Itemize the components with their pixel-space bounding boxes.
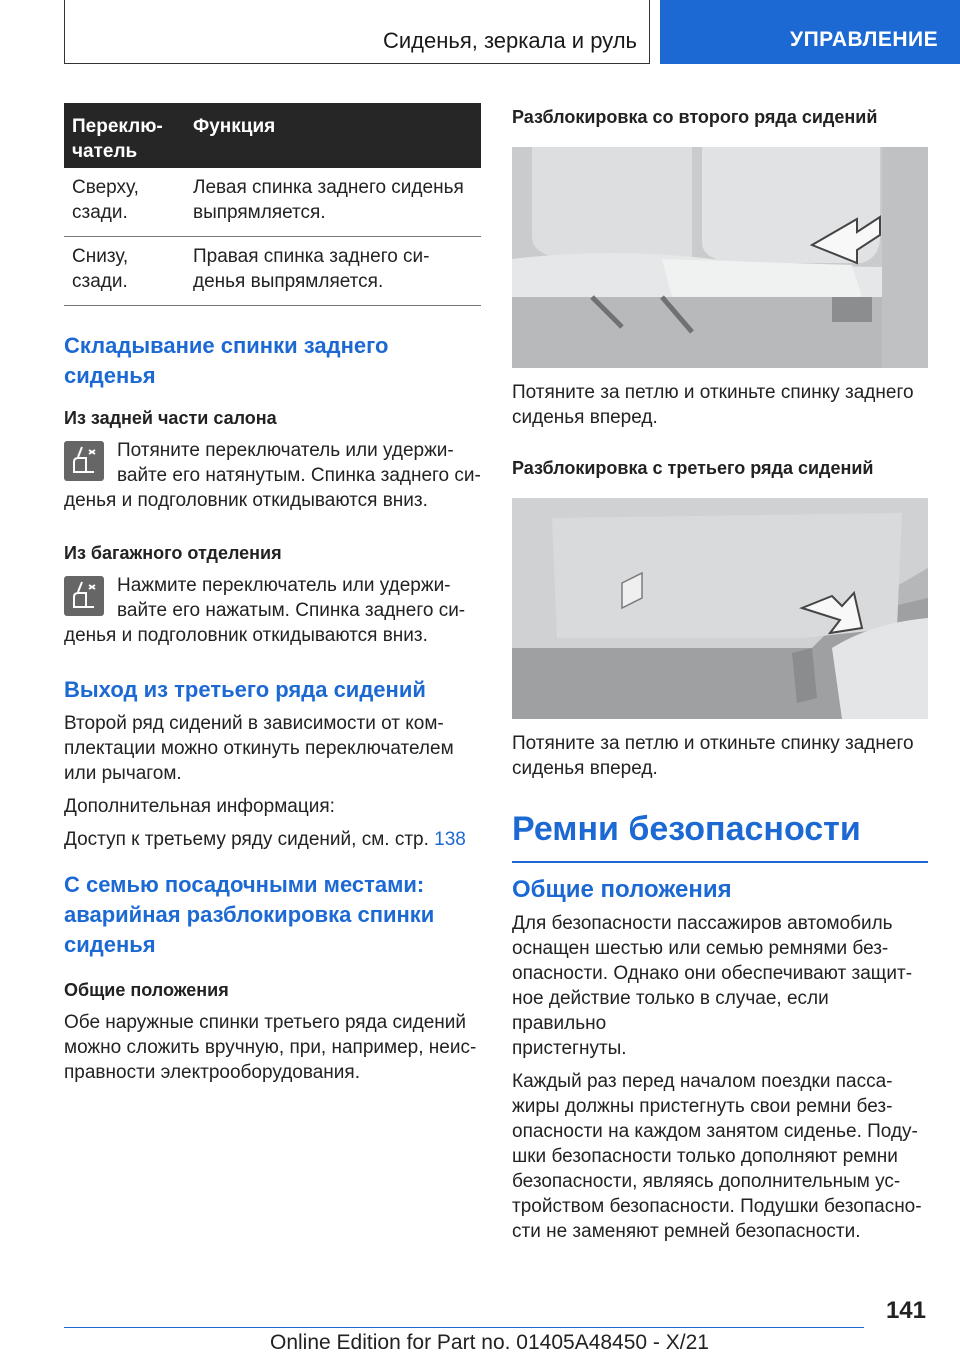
row-2-switch: Снизу, сзади. xyxy=(72,246,129,292)
text-unlock-second-row: Потяните за петлю и откиньте спинку заднего сиденья вперед. xyxy=(512,382,914,428)
trunk-block xyxy=(64,573,481,648)
access-ref-text: Доступ к третьему ряду сидений, см. стр. xyxy=(64,829,435,850)
table-header-cell xyxy=(185,103,481,168)
heading-seat-belts: Ремни безопасности xyxy=(512,810,861,848)
switch-function-table xyxy=(64,103,481,306)
table-cell xyxy=(64,168,185,237)
page-number: 141 xyxy=(885,1297,926,1324)
footer-rule xyxy=(64,1327,864,1328)
heading-rear-cabin: Из задней части салона xyxy=(64,408,277,428)
heading-seven-seats: С семью посадочными местами: аварийная разблокировка спинки сиденья xyxy=(64,872,435,957)
header-section-box xyxy=(64,0,650,64)
seat-switch-icon xyxy=(64,441,104,481)
row-1-switch: Сверху, сзади. xyxy=(72,177,139,223)
section-title: Сиденья, зеркала и руль xyxy=(382,28,637,53)
page-link-138[interactable]: 138 xyxy=(434,829,466,850)
heading-trunk: Из багажного отделения xyxy=(64,543,282,563)
header-switch: Переклю- чатель xyxy=(72,116,163,162)
table-header-row xyxy=(64,103,481,168)
rear-cabin-block xyxy=(64,438,481,513)
heading-unlock-third-row: Разблокировка с третьего ряда сидений xyxy=(512,458,874,478)
table-row xyxy=(64,237,481,306)
photo-second-row-seat xyxy=(512,147,928,368)
table-cell xyxy=(64,237,185,306)
text-more-info: Дополнительная информация: xyxy=(64,796,335,817)
text-belts-2: Каждый раз перед началом поездки пасса- жиры должны пристегнуть свои ремни без- опасности на каждом занятом сиденье. Поду- шки безопасности только дополняют ремни безопасности, являясь дополнительным ус- тройством безопасности. Подушки безопасно- сти не заменяют ремней безопасности. xyxy=(512,1071,922,1242)
text-unlock-third-row: Потяните за петлю и откиньте спинку заднего сиденья вперед. xyxy=(512,733,914,779)
table-row xyxy=(64,168,481,237)
text-trunk: Нажмите переключатель или удержи- вайте его нажатым. Спинка заднего си- денья и подголовник откидываются вниз. xyxy=(64,575,466,646)
chapter-title: УПРАВЛЕНИЕ xyxy=(790,28,939,51)
text-exit: Второй ряд сидений в зависимости от ком- плектации можно откинуть переключателем или рычагом. xyxy=(64,713,454,784)
table-header-cell xyxy=(64,103,185,168)
page-footer xyxy=(64,1297,928,1359)
header-chapter-box xyxy=(660,0,960,64)
table-cell xyxy=(185,237,481,306)
photo-third-row-seat xyxy=(512,498,928,719)
header-function: Функция xyxy=(193,116,276,137)
heading-unlock-second-row: Разблокировка со второго ряда сидений xyxy=(512,107,878,127)
table-cell xyxy=(185,168,481,237)
heading-fold-backrest: Складывание спинки заднего сиденья xyxy=(64,333,389,388)
row-1-function: Левая спинка заднего сиденья выпрямляется. xyxy=(193,177,464,223)
seat-switch-icon xyxy=(64,576,104,616)
right-column xyxy=(512,103,928,1244)
left-column xyxy=(64,103,481,1085)
text-belts-1: Для безопасности пассажиров автомобиль оснащен шестью или семью ремнями без- опасности. Однако они обеспечивают защит- ное действие только в случае, если правильно пристегнуты. xyxy=(512,913,913,1059)
heading-general: Общие положения xyxy=(64,980,229,1000)
edition-note: Online Edition for Part no. 01405A48450 - X/21 xyxy=(270,1331,709,1354)
text-general: Обе наружные спинки третьего ряда сидений можно сложить вручную, при, например, неис- правности электрооборудования. xyxy=(64,1012,477,1083)
text-rear-cabin: Потяните переключатель или удержи- вайте его натянутым. Спинка заднего си- денья и подголовник откидываются вниз. xyxy=(64,440,481,511)
heading-belts-general: Общие положения xyxy=(512,876,732,903)
heading-rule xyxy=(512,861,928,863)
heading-exit-third-row: Выход из третьего ряда сидений xyxy=(64,677,426,702)
text-access-ref xyxy=(64,827,481,852)
row-2-function: Правая спинка заднего си- денья выпрямляется. xyxy=(193,246,430,292)
